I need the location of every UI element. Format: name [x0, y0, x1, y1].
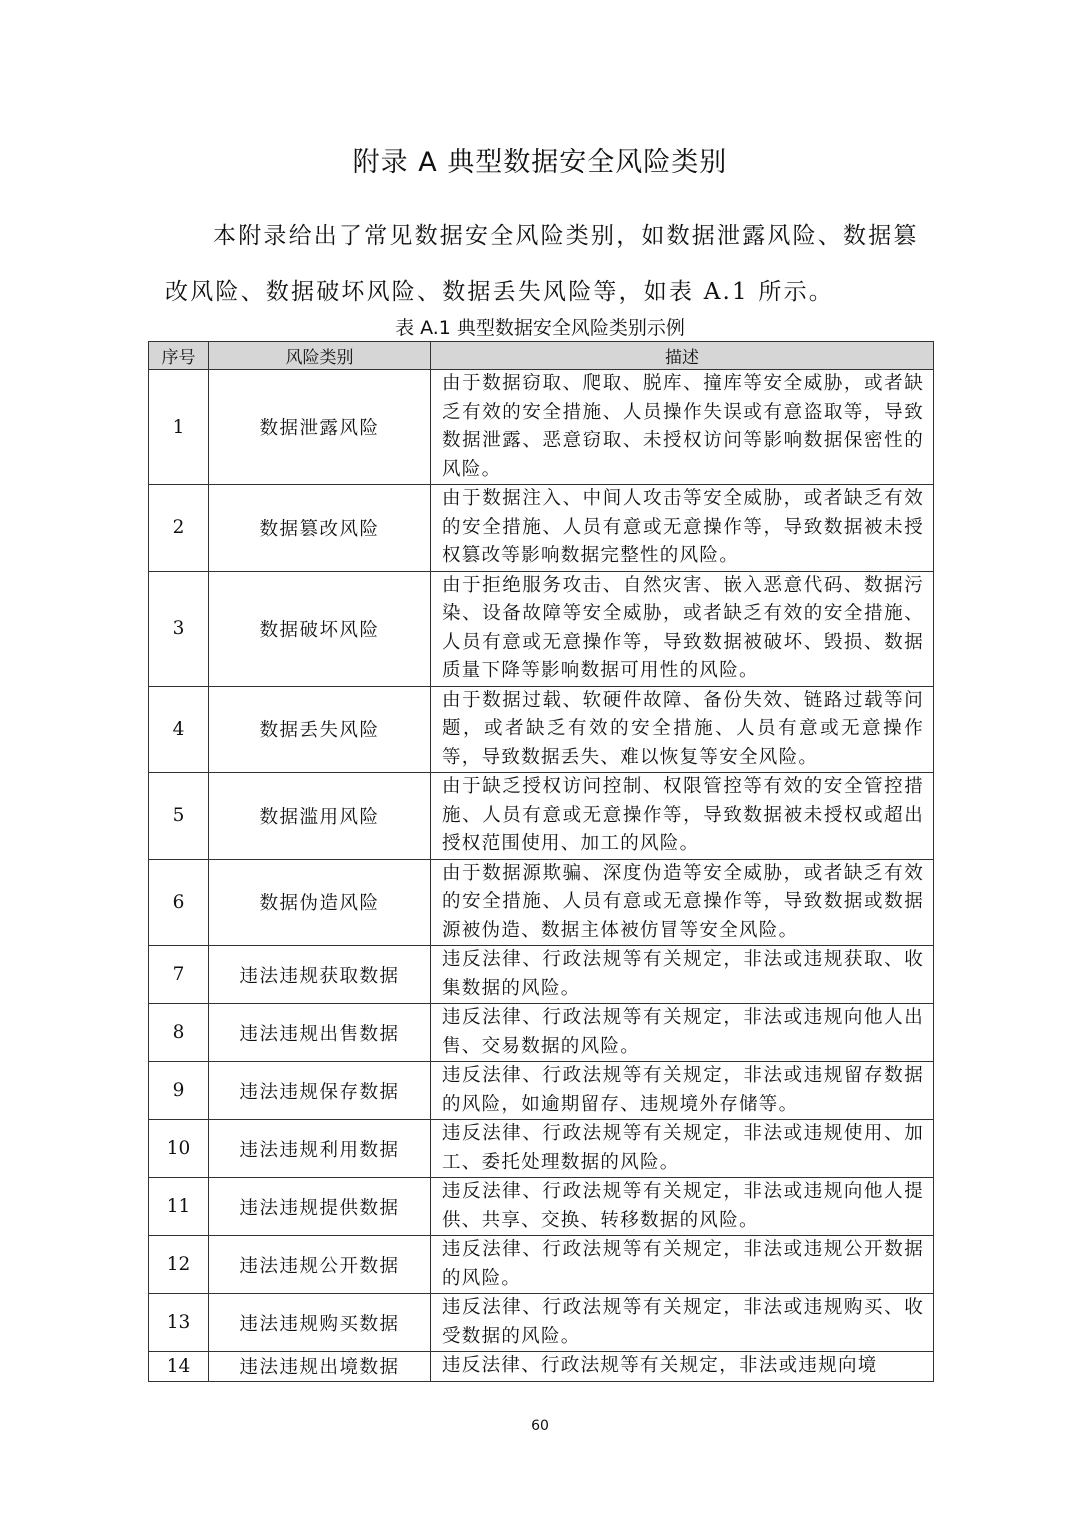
row-category: 违法违规出境数据 — [209, 1352, 431, 1382]
table-row — [149, 1294, 934, 1352]
row-number: 8 — [149, 1004, 209, 1062]
intro-paragraph: 本附录给出了常见数据安全风险类别，如数据泄露风险、数据篡改风险、数据破坏风险、数据丢失风险等，如表 A.1 所示。 — [165, 223, 919, 305]
table-header-row — [149, 342, 934, 370]
header-category: 风险类别 — [209, 342, 431, 370]
row-category: 违法违规提供数据 — [209, 1178, 431, 1236]
row-number: 13 — [149, 1294, 209, 1352]
row-description: 违反法律、行政法规等有关规定，非法或违规获取、收集数据的风险。 — [431, 946, 934, 1004]
table-row — [149, 946, 934, 1004]
row-number: 14 — [149, 1352, 209, 1382]
row-category: 违法违规公开数据 — [209, 1236, 431, 1294]
row-description: 违反法律、行政法规等有关规定，非法或违规向境 — [431, 1352, 934, 1382]
table-row — [149, 686, 934, 773]
risk-category-table — [148, 341, 934, 1382]
row-category: 数据篡改风险 — [209, 485, 431, 572]
row-number: 3 — [149, 571, 209, 686]
row-description: 违反法律、行政法规等有关规定，非法或违规留存数据的风险，如逾期留存、违规境外存储等。 — [431, 1062, 934, 1120]
table-row — [149, 485, 934, 572]
table-row — [149, 1004, 934, 1062]
row-category: 数据破坏风险 — [209, 571, 431, 686]
table-row — [149, 571, 934, 686]
row-number: 11 — [149, 1178, 209, 1236]
row-description: 由于拒绝服务攻击、自然灾害、嵌入恶意代码、数据污染、设备故障等安全威胁，或者缺乏有效的安全措施、人员有意或无意操作等，导致数据被破坏、毁损、数据质量下降等影响数据可用性的风险。 — [431, 571, 934, 686]
row-category: 违法违规购买数据 — [209, 1294, 431, 1352]
row-description: 违反法律、行政法规等有关规定，非法或违规使用、加工、委托处理数据的风险。 — [431, 1120, 934, 1178]
row-description: 由于数据过载、软硬件故障、备份失效、链路过载等问题，或者缺乏有效的安全措施、人员有意或无意操作等，导致数据丢失、难以恢复等安全风险。 — [431, 686, 934, 773]
header-number: 序号 — [149, 342, 209, 370]
row-number: 6 — [149, 859, 209, 946]
row-category: 数据滥用风险 — [209, 773, 431, 860]
row-category: 违法违规利用数据 — [209, 1120, 431, 1178]
row-category: 数据丢失风险 — [209, 686, 431, 773]
row-description: 违反法律、行政法规等有关规定，非法或违规向他人提供、共享、交换、转移数据的风险。 — [431, 1178, 934, 1236]
header-description: 描述 — [431, 342, 934, 370]
row-description: 由于数据窃取、爬取、脱库、撞库等安全威胁，或者缺乏有效的安全措施、人员操作失误或有意盗取等，导致数据泄露、恶意窃取、未授权访问等影响数据保密性的风险。 — [431, 370, 934, 485]
row-category: 违法违规获取数据 — [209, 946, 431, 1004]
row-number: 1 — [149, 370, 209, 485]
row-description: 违反法律、行政法规等有关规定，非法或违规向他人出售、交易数据的风险。 — [431, 1004, 934, 1062]
table-row — [149, 1178, 934, 1236]
table-row — [149, 859, 934, 946]
table-row — [149, 1352, 934, 1382]
row-number: 9 — [149, 1062, 209, 1120]
table-caption: 表 A.1 典型数据安全风险类别示例 — [395, 317, 685, 339]
row-number: 10 — [149, 1120, 209, 1178]
row-number: 12 — [149, 1236, 209, 1294]
row-category: 数据伪造风险 — [209, 859, 431, 946]
row-number: 7 — [149, 946, 209, 1004]
row-category: 数据泄露风险 — [209, 370, 431, 485]
table-row — [149, 1062, 934, 1120]
row-number: 2 — [149, 485, 209, 572]
row-category: 违法违规出售数据 — [209, 1004, 431, 1062]
row-category: 违法违规保存数据 — [209, 1062, 431, 1120]
table-row — [149, 773, 934, 860]
row-description: 由于缺乏授权访问控制、权限管控等有效的安全管控措施、人员有意或无意操作等，导致数据被未授权或超出授权范围使用、加工的风险。 — [431, 773, 934, 860]
page-number: 60 — [531, 1418, 549, 1434]
row-number: 4 — [149, 686, 209, 773]
page-title: 附录 A 典型数据安全风险类别 — [352, 147, 728, 178]
table-row — [149, 1120, 934, 1178]
row-description: 违反法律、行政法规等有关规定，非法或违规公开数据的风险。 — [431, 1236, 934, 1294]
row-number: 5 — [149, 773, 209, 860]
row-description: 由于数据注入、中间人攻击等安全威胁，或者缺乏有效的安全措施、人员有意或无意操作等，导致数据被未授权篡改等影响数据完整性的风险。 — [431, 485, 934, 572]
table-row — [149, 1236, 934, 1294]
row-description: 违反法律、行政法规等有关规定，非法或违规购买、收受数据的风险。 — [431, 1294, 934, 1352]
table-row — [149, 370, 934, 485]
row-description: 由于数据源欺骗、深度伪造等安全威胁，或者缺乏有效的安全措施、人员有意或无意操作等，导致数据或数据源被伪造、数据主体被仿冒等安全风险。 — [431, 859, 934, 946]
